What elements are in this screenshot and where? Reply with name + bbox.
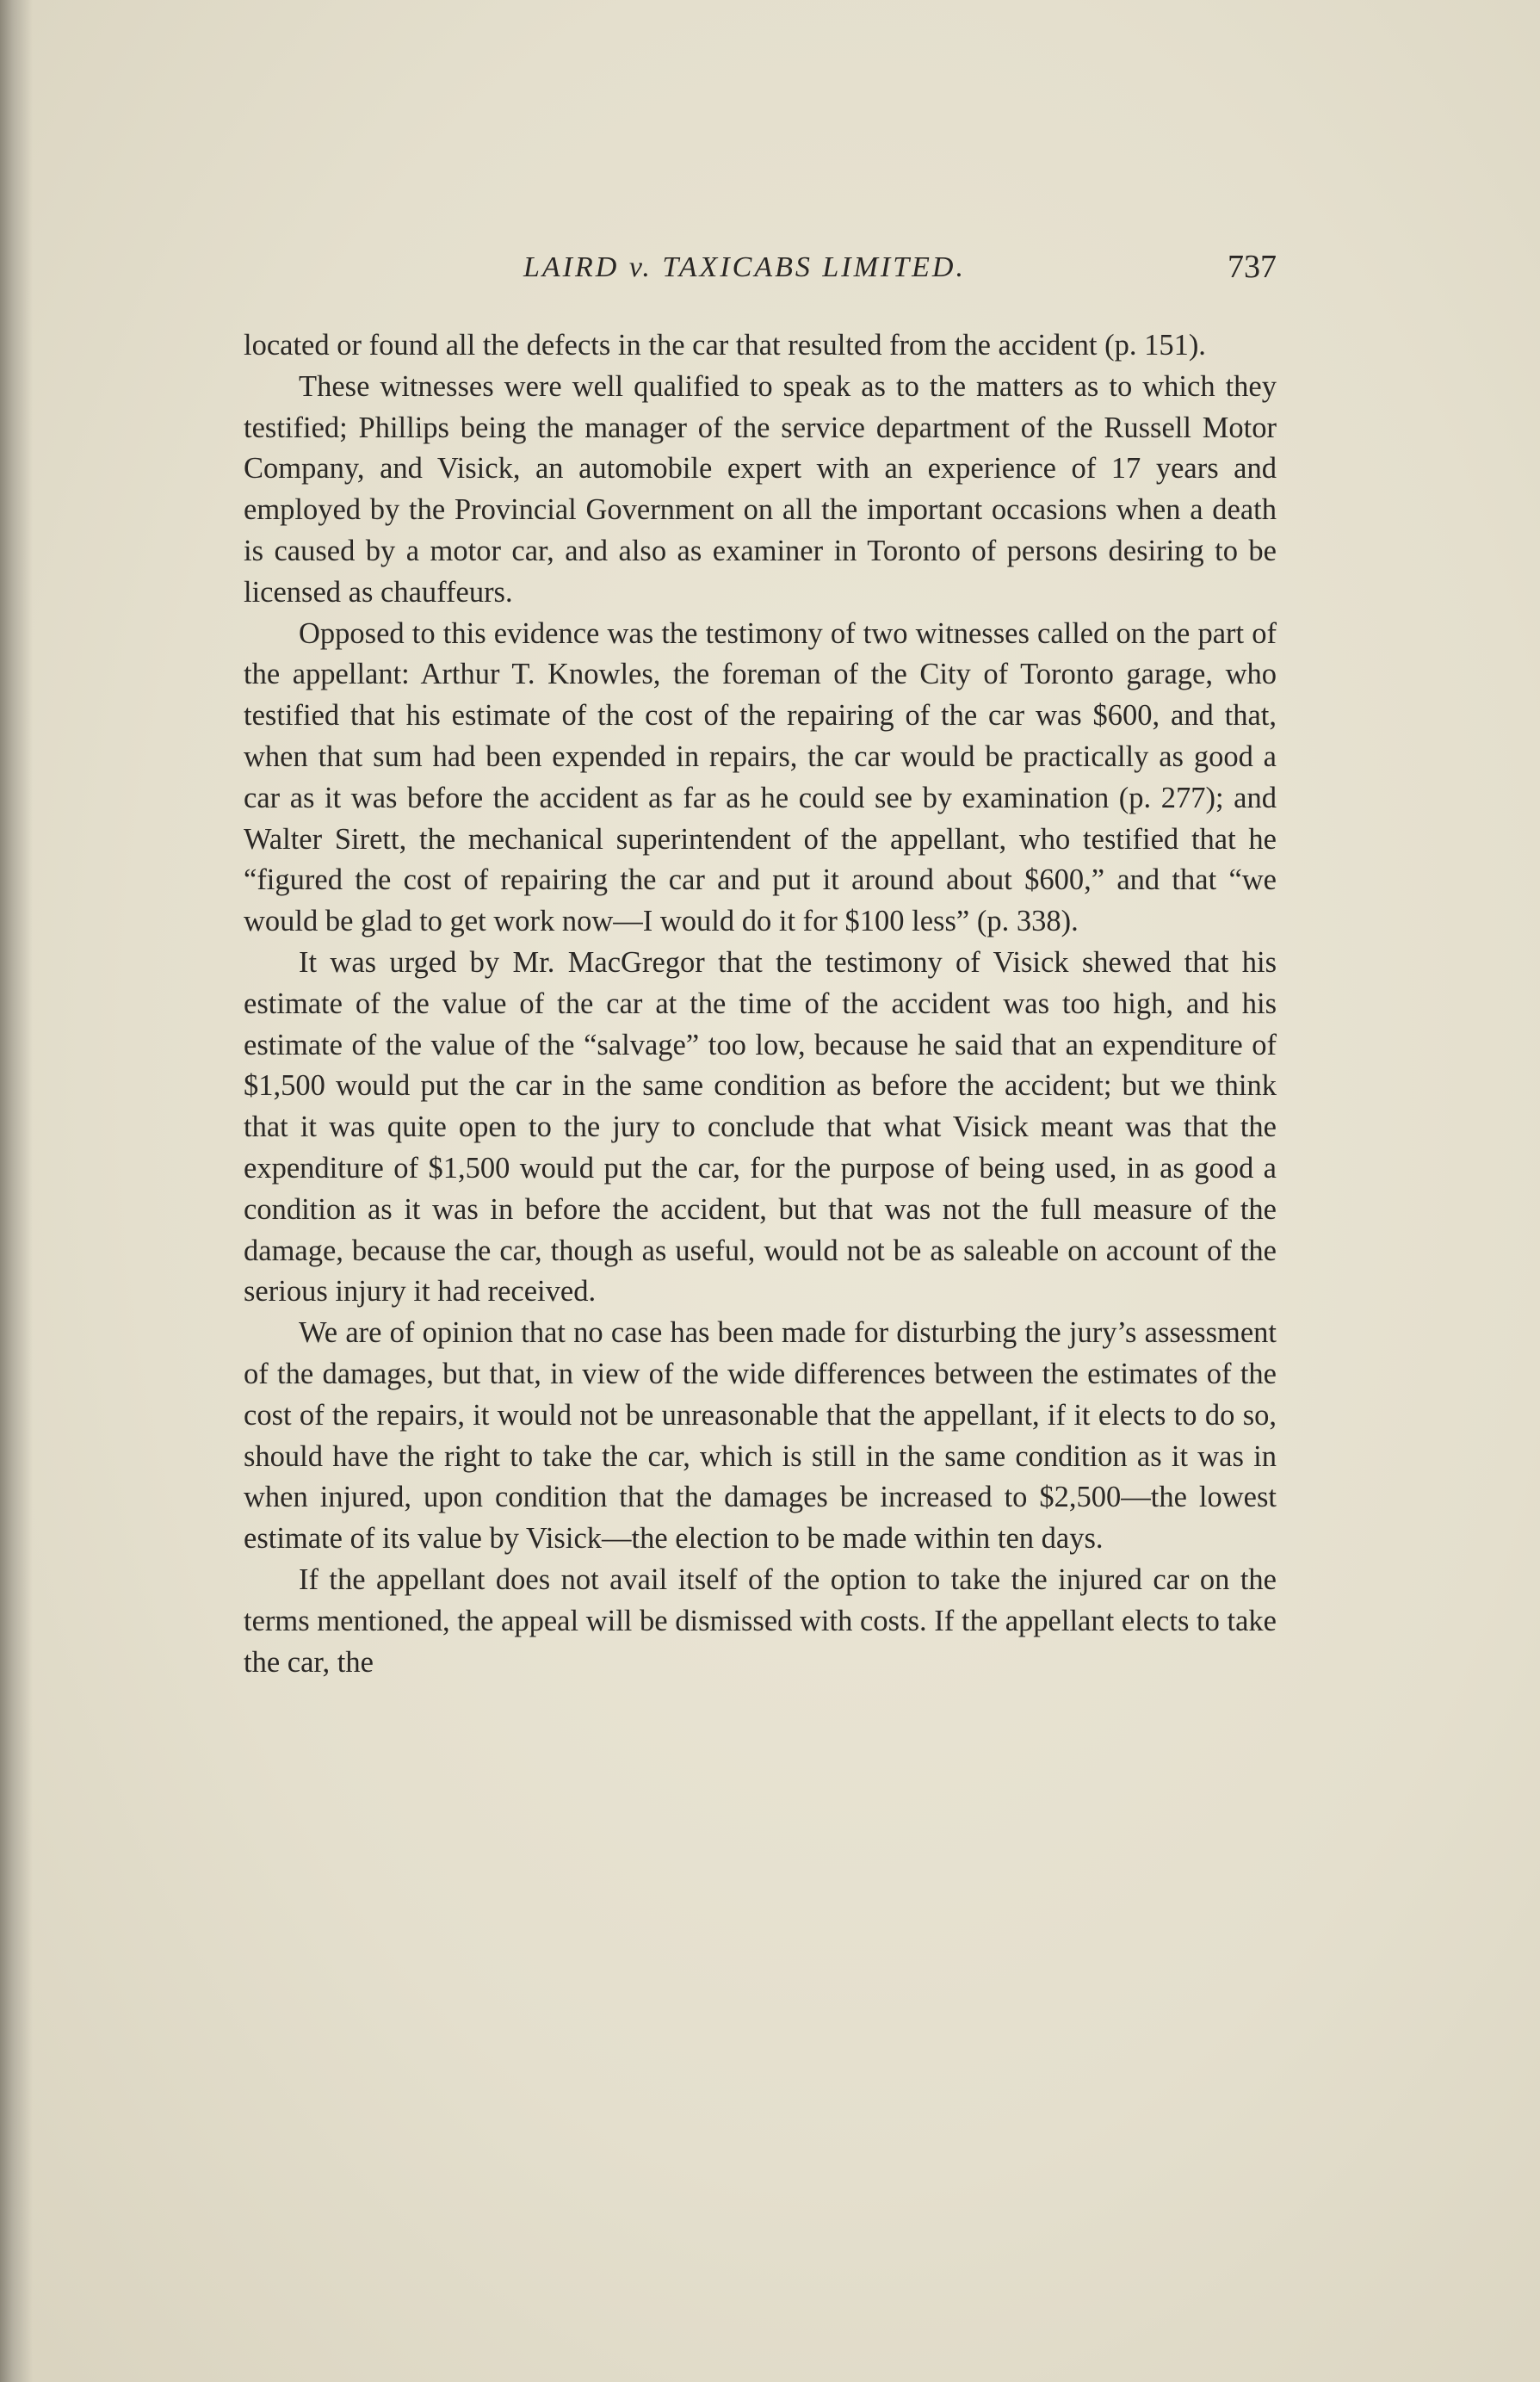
page-number: 737 bbox=[1228, 249, 1277, 285]
binding-shadow bbox=[0, 0, 33, 2382]
paragraph-disposition: If the appellant does not avail itself of the option to take the injured car on the terms mentioned, the appeal will be dismissed with costs. If the appellant elects to take the car, the bbox=[244, 1562, 1277, 1679]
paragraph-continuation: located or found all the defects in the car that resulted from the accident (p. 151). bbox=[244, 329, 1206, 362]
paragraph-opposed-evidence: Opposed to this evidence was the testimony of two witnesses called on the part of the appellant: Arthur T. Knowles, the foreman of the City of Toronto garage, who testified that his estimate of the cost of the repairing of the car was $600, and that, when that sum had been expended in repairs, the car would be practically as good a car as it was before the accident as far as he could see by examination (p. 277); and Walter Sirett, the mechanical superintendent of the appellant, who testified that he “figured the cost of repairing the car and put it around about $600,” and that “we would be glad to get work now—I would do it for $100 less” (p. 338). bbox=[244, 616, 1277, 938]
body-text bbox=[244, 325, 1277, 1683]
running-title: LAIRD v. TAXICABS LIMITED. bbox=[523, 251, 966, 283]
paragraph-opinion: We are of opinion that no case has been made for disturbing the jury’s assessment of the damages, but that, in view of the wide differences between the estimates of the cost of the repairs, it would not be unreasonable that the appellant, if it elects to do so, should have the right to take the car, which is still in the same condition as it was in when injured, upon condition that the damages be increased to $2,500—the lowest estimate of its value by Visick—the election to be made within ten days. bbox=[244, 1316, 1277, 1556]
running-head bbox=[244, 248, 1277, 300]
paragraph-witnesses: These witnesses were well qualified to speak as to the matters as to which they testified; Phillips being the manager of the service department of the Russell Motor Company, and Visick, an automobile expert with an experience of 17 years and employed by the Provincial Government on all the important occasions when a death is caused by a motor car, and also as examiner in Toronto of persons desiring to be licensed as chauffeurs. bbox=[244, 369, 1277, 609]
paragraph-macgregor-argument: It was urged by Mr. MacGregor that the testimony of Visick shewed that his estimate of the value of the car at the time of the accident was too high, and his estimate of the value of the “salvage” too low, because he said that an expenditure of $1,500 would put the car in the same condition as before the accident; but we think that it was quite open to the jury to conclude that what Visick meant was that the expenditure of $1,500 would put the car, for the purpose of being used, in as good a condition as it was in before the accident, but that was not the full measure of the damage, because the car, though as useful, would not be as saleable on account of the serious injury it had received. bbox=[244, 945, 1277, 1309]
